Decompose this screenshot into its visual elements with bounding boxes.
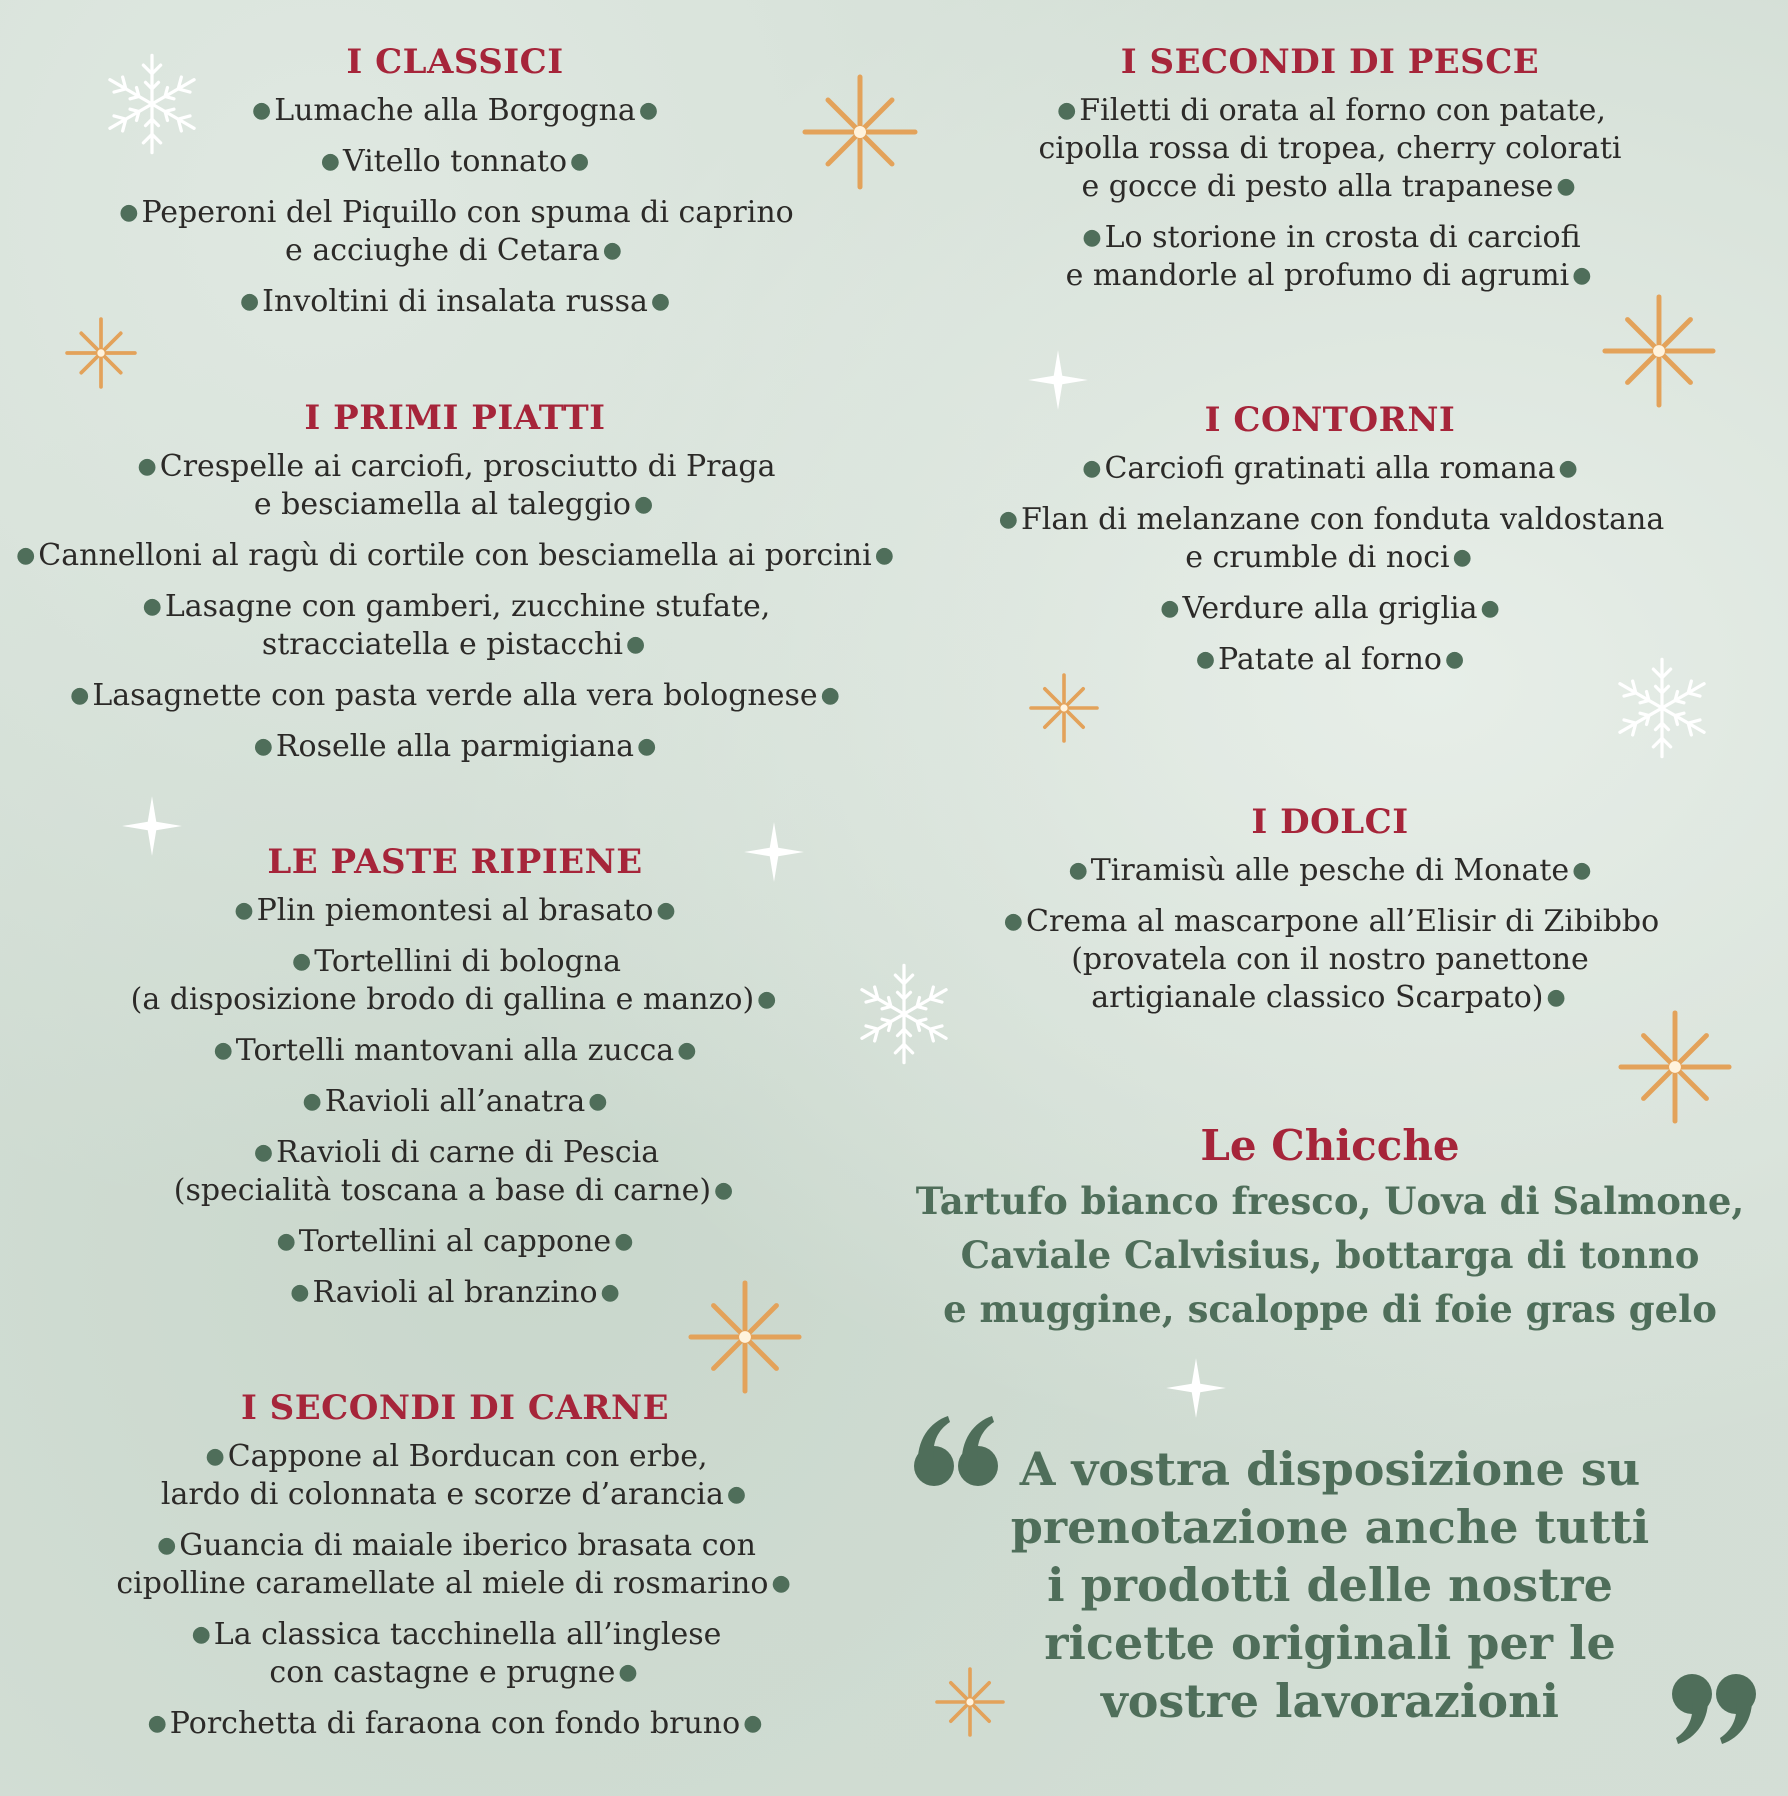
bullet-dot-icon: ● [1546, 985, 1566, 1010]
bullet-dot-icon: ● [757, 987, 777, 1012]
golden-star-icon [1600, 292, 1718, 410]
menu-item-text: Ravioli di carne di Pescia (specialità toscana a base di carne) [173, 1135, 712, 1208]
menu-item-text: Lo storione in crosta di carciofi e mandorle al profumo di agrumi [1065, 220, 1581, 293]
white-sparkle-icon [742, 820, 806, 884]
bullet-dot-icon: ● [726, 1482, 747, 1507]
menu-item-text: Tortellini al cappone [298, 1224, 612, 1259]
menu-item [890, 903, 1770, 1017]
menu-item [890, 219, 1770, 295]
bullet-dot-icon: ● [1003, 909, 1023, 934]
chicche-title: Le Chicche [1200, 1121, 1460, 1170]
menu-item [10, 677, 900, 715]
bullet-dot-icon: ● [251, 98, 272, 123]
section-title: LE PASTE RIPIENE [267, 842, 643, 882]
bullet-dot-icon: ● [191, 1622, 211, 1647]
menu-item [10, 283, 900, 321]
bullet-dot-icon: ● [1572, 263, 1592, 288]
bullet-dot-icon: ● [820, 683, 840, 708]
snowflake-icon [98, 50, 206, 158]
snowflake-icon [1608, 654, 1716, 762]
bullet-dot-icon: ● [1452, 545, 1472, 570]
bullet-dot-icon: ● [743, 1711, 763, 1736]
golden-star-icon [1028, 672, 1100, 744]
section-primi [10, 396, 900, 779]
menu-item-text: Roselle alla parmigiana [275, 729, 635, 764]
bullet-dot-icon: ● [147, 1711, 167, 1736]
open-quote-icon [912, 1412, 1002, 1492]
menu-item-text: Peperoni del Piquillo con spuma di caprino e acciughe di Cetara [141, 195, 794, 268]
menu-item [10, 1134, 900, 1210]
bullet-dot-icon: ● [205, 1444, 225, 1469]
menu-item [890, 501, 1770, 577]
bullet-dot-icon: ● [1057, 98, 1077, 123]
bullet-dot-icon: ● [253, 1140, 274, 1165]
section-title: I CLASSICI [346, 42, 564, 82]
menu-item-text: Lasagne con gamberi, zucchine stufate, stracciatella e pistacchi [164, 589, 771, 662]
section-dolci [890, 800, 1770, 1030]
menu-item-text: Flan di melanzane con fonduta valdostana e crumble di noci [1020, 502, 1665, 575]
bullet-dot-icon: ● [1082, 456, 1102, 481]
bullet-dot-icon: ● [614, 1229, 634, 1254]
bullet-dot-icon: ● [1195, 647, 1216, 672]
bullet-dot-icon: ● [320, 149, 340, 174]
menu-item [10, 194, 900, 270]
bullet-dot-icon: ● [1160, 596, 1180, 621]
bullet-dot-icon: ● [142, 594, 162, 619]
section-title: I CONTORNI [1204, 400, 1456, 440]
bullet-dot-icon: ● [874, 543, 894, 568]
menu-item-text: Crema al mascarpone all’Elisir di Zibibbo (provatela con il nostro panettone artigianale classico Scarpato) [1026, 904, 1660, 1015]
bullet-dot-icon: ● [70, 683, 90, 708]
menu-item [10, 588, 900, 664]
bullet-dot-icon: ● [771, 1571, 791, 1596]
menu-item-text: Filetti di orata al forno con patate, cipolla rossa di tropea, cherry colorati e gocce di pesto alla trapanese [1038, 93, 1622, 204]
menu-item-text: Tortelli mantovani alla zucca [235, 1033, 675, 1068]
bullet-dot-icon: ● [600, 1280, 620, 1305]
menu-item-text: Guancia di maiale iberico brasata con cipolline caramellate al miele di rosmarino [116, 1528, 769, 1601]
close-quote-icon [1668, 1668, 1758, 1748]
menu-item [890, 92, 1770, 206]
menu-item-text: Lasagnette con pasta verde alla vera bolognese [92, 678, 818, 713]
bullet-dot-icon: ● [570, 149, 590, 174]
bullet-dot-icon: ● [656, 898, 676, 923]
menu-item [890, 852, 1770, 890]
menu-item [10, 892, 900, 930]
bullet-dot-icon: ● [677, 1038, 697, 1063]
menu-item [10, 448, 900, 524]
bullet-dot-icon: ● [1068, 858, 1088, 883]
bullet-dot-icon: ● [1444, 647, 1465, 672]
bullet-dot-icon: ● [1082, 225, 1102, 250]
bullet-dot-icon: ● [602, 238, 622, 263]
section-chicche [890, 1118, 1770, 1336]
section-title: I PRIMI PIATTI [304, 398, 606, 438]
bullet-dot-icon: ● [637, 734, 657, 759]
golden-star-icon [1616, 1008, 1734, 1126]
section-carne [10, 1386, 900, 1756]
bullet-dot-icon: ● [1480, 596, 1500, 621]
menu-item-text: Tiramisù alle pesche di Monate [1090, 853, 1570, 888]
bullet-dot-icon: ● [1558, 456, 1578, 481]
bullet-dot-icon: ● [234, 898, 254, 923]
menu-item [10, 1438, 900, 1514]
bullet-dot-icon: ● [588, 1089, 608, 1114]
bullet-dot-icon: ● [16, 543, 36, 568]
section-title: I SECONDI DI PESCE [1120, 42, 1540, 82]
bullet-dot-icon: ● [1572, 858, 1592, 883]
golden-star-icon [934, 1666, 1006, 1738]
bullet-dot-icon: ● [618, 1660, 638, 1685]
menu-item-text: La classica tacchinella all’inglese con castagne e prugne [213, 1617, 722, 1690]
bullet-dot-icon: ● [119, 200, 139, 225]
menu-item-text: Lumache alla Borgogna [274, 93, 636, 128]
bullet-dot-icon: ● [650, 289, 671, 314]
bullet-dot-icon: ● [1556, 174, 1576, 199]
bullet-dot-icon: ● [137, 454, 157, 479]
menu-item [890, 590, 1770, 628]
menu-item-text: Ravioli al branzino [312, 1275, 598, 1310]
menu-item-text: Vitello tonnato [342, 144, 568, 179]
golden-star-icon [64, 316, 138, 390]
bullet-dot-icon: ● [998, 507, 1018, 532]
bullet-dot-icon: ● [290, 1280, 310, 1305]
bullet-dot-icon: ● [633, 492, 654, 517]
section-contorni [890, 398, 1770, 692]
section-ripiene [10, 840, 900, 1325]
menu-item-text: Plin piemontesi al brasato [256, 893, 654, 928]
menu-item [10, 1083, 900, 1121]
white-sparkle-icon [1026, 348, 1090, 412]
snowflake-icon [850, 960, 958, 1068]
menu-item [10, 1223, 900, 1261]
bullet-dot-icon: ● [638, 98, 659, 123]
menu-item-text: Ravioli all’anatra [324, 1084, 586, 1119]
menu-item-text: Patate al forno [1218, 642, 1442, 677]
menu-item-text: Verdure alla griglia [1182, 591, 1478, 626]
menu-item-text: Porchetta di faraona con fondo bruno [169, 1706, 741, 1741]
bullet-dot-icon: ● [625, 632, 646, 657]
bullet-dot-icon: ● [276, 1229, 296, 1254]
bullet-dot-icon: ● [239, 289, 260, 314]
golden-star-icon [800, 72, 920, 192]
menu-item [10, 943, 900, 1019]
menu-item [890, 450, 1770, 488]
menu-item [10, 1616, 900, 1692]
white-sparkle-icon [120, 794, 184, 858]
bullet-dot-icon: ● [253, 734, 273, 759]
menu-item [10, 1527, 900, 1603]
golden-star-icon [686, 1278, 804, 1396]
section-title: I DOLCI [1251, 802, 1409, 842]
menu-item [10, 537, 900, 575]
section-title: I SECONDI DI CARNE [240, 1388, 670, 1428]
bullet-dot-icon: ● [302, 1089, 322, 1114]
quote-text: A vostra disposizione su prenotazione anche tutti i prodotti delle nostre ricette originali per le vostre lavorazioni [1010, 1442, 1650, 1728]
menu-item-text: Carciofi gratinati alla romana [1104, 451, 1556, 486]
bullet-dot-icon: ● [714, 1178, 734, 1203]
menu-item-text: Cappone al Borducan con erbe, lardo di colonnata e scorze d’arancia [160, 1439, 724, 1512]
section-pesce [890, 40, 1770, 308]
chicche-text: Tartufo bianco fresco, Uova di Salmone, Caviale Calvisius, bottarga di tonno e muggine, scaloppe di foie gras gelo [915, 1179, 1745, 1331]
white-sparkle-icon [1164, 1356, 1228, 1420]
menu-item-text: Crespelle ai carciofi, prosciutto di Praga e besciamella al taleggio [159, 449, 776, 522]
menu-item-text: Involtini di insalata russa [262, 284, 648, 319]
bullet-dot-icon: ● [292, 949, 312, 974]
bullet-dot-icon: ● [157, 1533, 177, 1558]
bullet-dot-icon: ● [213, 1038, 233, 1063]
menu-item-text: Cannelloni al ragù di cortile con besciamella ai porcini [38, 538, 872, 573]
menu-item [10, 728, 900, 766]
menu-item [10, 1032, 900, 1070]
menu-item [10, 1705, 900, 1743]
menu-item-text: Tortellini di bologna (a disposizione brodo di gallina e manzo) [130, 944, 755, 1017]
